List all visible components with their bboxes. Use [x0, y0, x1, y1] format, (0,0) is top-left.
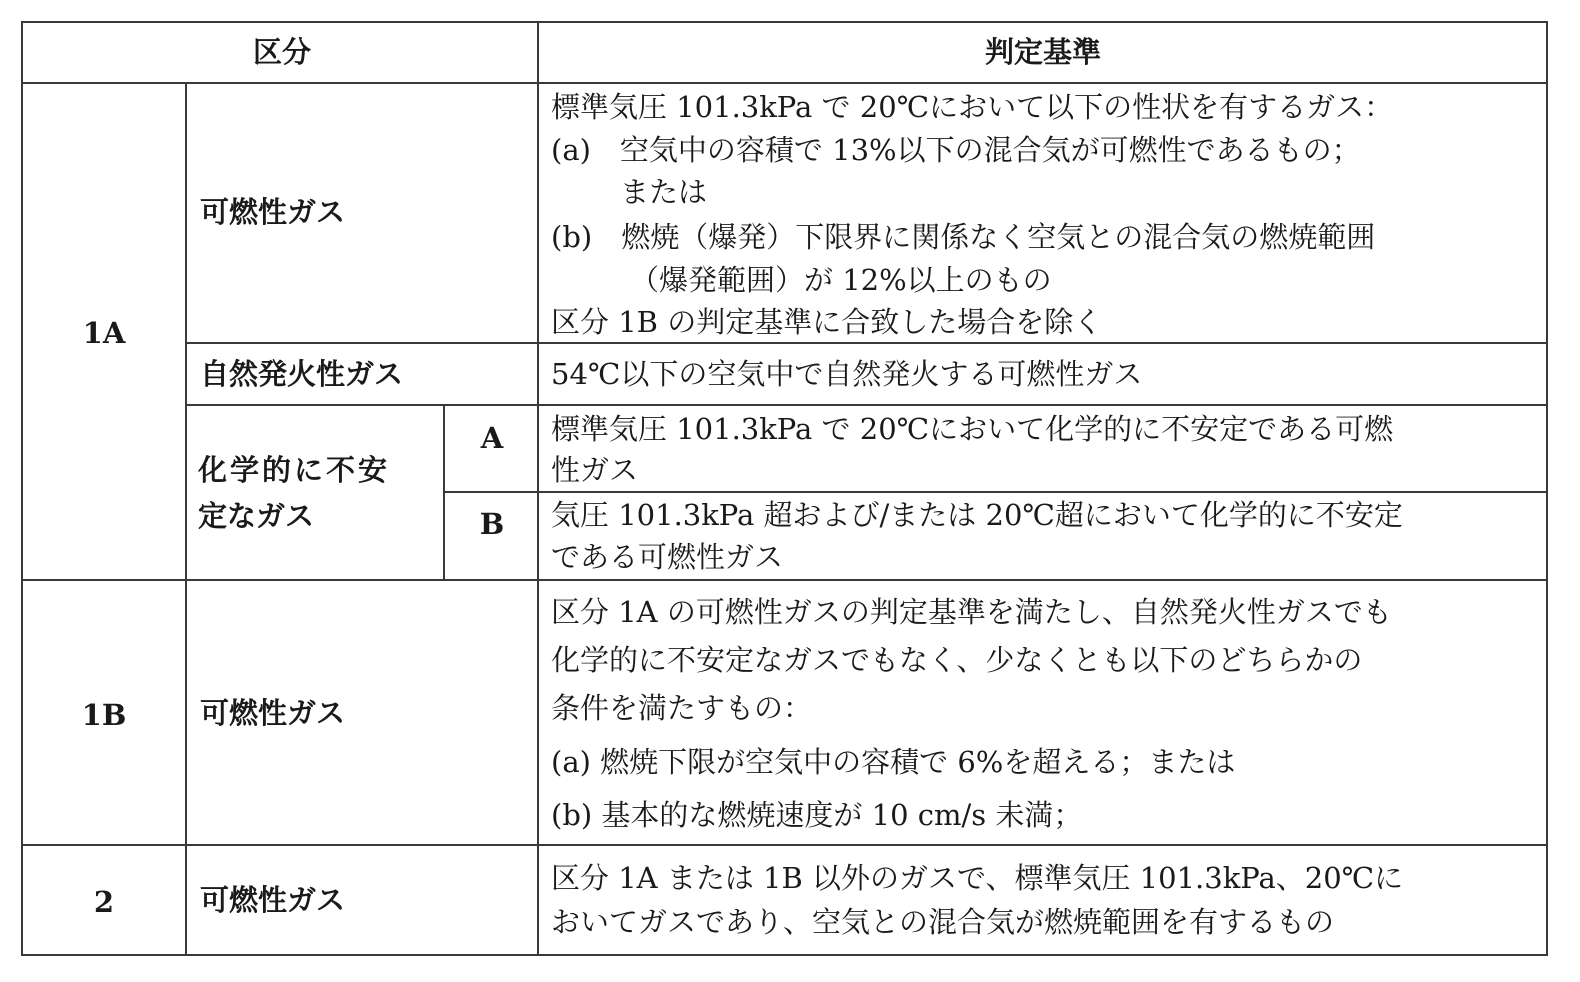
criteria-line: 区分 1B の判定基準に合致した場合を除く: [551, 305, 1103, 339]
criteria-line: （爆発範囲）が 12%以上のもの: [630, 263, 1052, 297]
criteria-line: 54℃以下の空気中で自然発火する可燃性ガス: [551, 357, 1143, 391]
criteria-line: 条件を満たすもの：: [551, 691, 813, 725]
criteria-line: (a) 空気中の容積で 13%以下の混合気が可燃性であるもの；: [551, 133, 1361, 167]
table-divider: [443, 404, 445, 581]
table-border-left: [21, 21, 23, 956]
flammable-gas-label: 可燃性ガス: [200, 696, 346, 730]
header-category: 区分: [252, 35, 312, 69]
criteria-line: (a) 燃焼下限が空気中の容積で 6%を超える；または: [551, 745, 1236, 779]
criteria-line: (b) 燃焼（爆発）下限界に関係なく空気との混合気の燃焼範囲: [551, 220, 1376, 254]
pyrophoric-gas-label: 自然発火性ガス: [200, 357, 404, 391]
table-border-top: [22, 21, 1548, 23]
unstable-b-label: B: [479, 507, 505, 541]
unstable-a-label: A: [480, 421, 504, 455]
table-divider: [22, 82, 1548, 84]
unstable-gas-label: 定なガス: [198, 499, 315, 533]
flammable-gas-label: 可燃性ガス: [200, 195, 346, 229]
table-divider: [22, 844, 1548, 846]
table-divider: [186, 404, 1548, 406]
header-criteria: 判定基準: [984, 35, 1102, 69]
table-divider: [185, 82, 187, 956]
criteria-line: 化学的に不安定なガスでもなく、少なくとも以下のどちらかの: [551, 643, 1363, 677]
table-divider: [537, 21, 539, 956]
criteria-line: (b) 基本的な燃焼速度が 10 cm/s 未満；: [551, 798, 1083, 832]
criteria-line: 区分 1A の可燃性ガスの判定基準を満たし、自然発火性ガスでも: [551, 595, 1392, 629]
category-1b-label: 1B: [81, 698, 127, 732]
category-1a-label: 1A: [82, 316, 126, 350]
table-border-right: [1546, 21, 1548, 956]
criteria-line: 気圧 101.3kPa 超および/または 20℃超において化学的に不安定: [551, 498, 1403, 532]
table-divider: [22, 579, 1548, 581]
table-divider: [186, 342, 1548, 344]
unstable-gas-label: 化学的に不安: [198, 453, 391, 487]
flammable-gas-label: 可燃性ガス: [200, 883, 346, 917]
table-border-bottom: [22, 954, 1548, 956]
criteria-line: 標準気圧 101.3kPa で 20℃において以下の性状を有するガス：: [551, 90, 1394, 124]
criteria-line: 区分 1A または 1B 以外のガスで、標準気圧 101.3kPa、20℃に: [551, 861, 1404, 895]
criteria-line: または: [620, 175, 708, 209]
criteria-line: おいてガスであり、空気との混合気が燃焼範囲を有するもの: [551, 905, 1335, 939]
category-2-label: 2: [93, 885, 115, 919]
criteria-line: 標準気圧 101.3kPa で 20℃において化学的に不安定である可燃: [551, 412, 1394, 446]
criteria-line: 性ガス: [551, 453, 639, 487]
criteria-line: である可燃性ガス: [551, 540, 784, 574]
table-divider: [444, 491, 1548, 493]
